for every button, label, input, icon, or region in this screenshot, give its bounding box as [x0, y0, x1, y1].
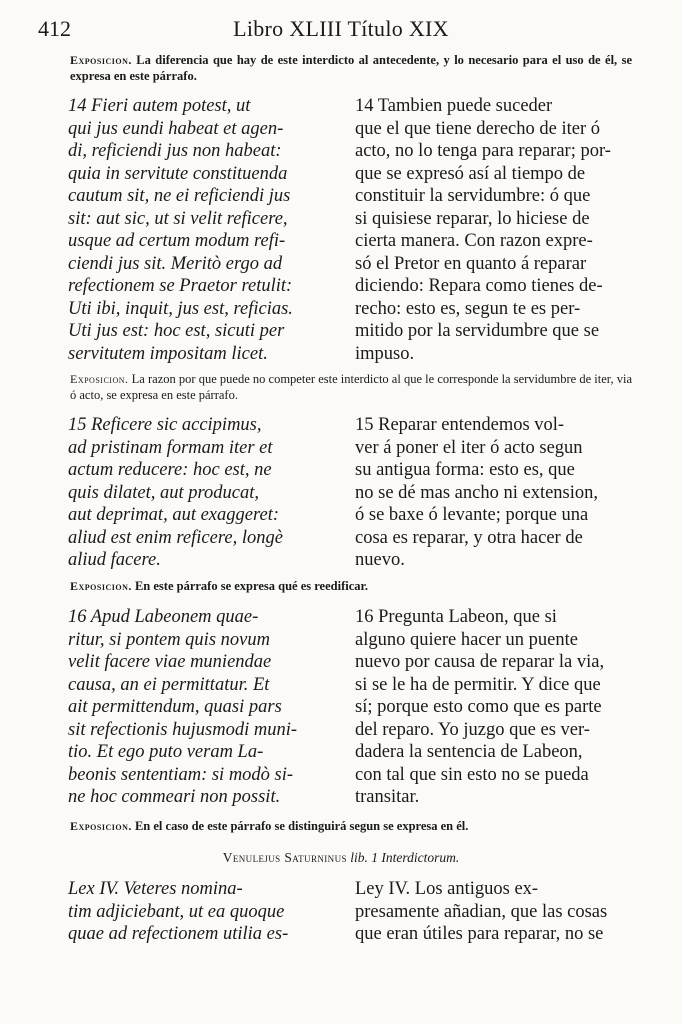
text-line: Lex IV. Veteres nomina-	[68, 879, 243, 899]
text-line: quis dilatet, aut producat,	[68, 482, 259, 503]
text-line: só el Pretor en quanto á reparar	[355, 253, 587, 274]
latin-text	[68, 95, 338, 365]
exposition-note	[70, 818, 632, 834]
text-line: con tal que sin esto no se pueda	[355, 764, 589, 785]
page-header	[38, 14, 644, 48]
text-line: su antigua forma: esto es, que	[355, 460, 575, 480]
text-line: impuso.	[355, 343, 415, 364]
text-line: sit: aut sic, ut si velit reficere,	[68, 208, 288, 229]
text-line: velit facere viae muniendae	[68, 652, 272, 672]
text-line: no se dé mas ancho ni extension,	[355, 482, 599, 503]
text-line: ad pristinam formam iter et	[68, 437, 273, 458]
text-line: causa, an ei permittatur. Et	[68, 674, 270, 695]
text-line: actum reducere: hoc est, ne	[68, 460, 272, 480]
exposition-text: En este párrafo se expresa qué es reedificar.	[134, 579, 369, 593]
spanish-text	[355, 95, 632, 365]
text-line: ait permittendum, quasi pars	[68, 697, 282, 717]
text-line: aliud facere.	[68, 550, 161, 570]
text-line: 16 Apud Labeonem quae-	[68, 607, 259, 627]
spanish-text	[355, 878, 632, 946]
exposition-note	[70, 52, 632, 84]
text-line: tim adjiciebant, ut ea quoque	[68, 901, 285, 922]
text-line: 14 Tambien puede suceder	[355, 96, 553, 116]
running-head: Libro XLIII Título XIX	[233, 16, 449, 41]
exposition-note	[70, 371, 632, 403]
text-line: dadera la sentencia de Labeon,	[355, 742, 583, 762]
exposition-text: En el caso de este párrafo se distinguirá segun se expresa en él.	[134, 819, 469, 833]
latin-text	[68, 878, 338, 946]
text-line: recho: esto es, segun te es per-	[355, 298, 581, 319]
text-line: 15 Reparar entendemos vol-	[355, 415, 565, 435]
text-line: si quisiese reparar, lo hiciese de	[355, 208, 590, 229]
exposition-note	[70, 578, 632, 594]
exposition-text: La diferencia que hay de este interdicto al antecedente, y lo necesario para el uso de él, se expresa en este párrafo.	[70, 53, 633, 83]
exposition-label: Exposicion.	[70, 53, 132, 67]
exposition-text: La razon por que puede no competer este interdicto al que le corresponde la servidumbre de iter, via ó acto, se expresa en este párrafo.	[70, 372, 632, 402]
text-line: nuevo.	[355, 550, 405, 570]
text-line: aliud est enim reficere, longè	[68, 527, 283, 548]
text-line: que el que tiene derecho de iter ó	[355, 118, 601, 139]
text-line: acto, no lo tenga para reparar; por-	[355, 141, 611, 161]
text-line: aut deprimat, aut exaggeret:	[68, 505, 279, 525]
source-reference: lib. 1 Interdictorum.	[350, 850, 460, 865]
text-line: diciendo: Repara como tienes de-	[355, 276, 603, 296]
text-line: si se le ha de permitir. Y dice que	[355, 674, 601, 695]
text-line: 16 Pregunta Labeon, que si	[355, 607, 557, 627]
text-line: Uti ibi, inquit, jus est, reficias.	[68, 298, 293, 319]
text-line: ver á poner el iter ó acto segun	[355, 437, 583, 458]
text-line: quia in servitute constituenda	[68, 163, 288, 184]
text-line: alguno quiere hacer un puente	[355, 629, 578, 650]
author-name: Venulejus Saturninus	[222, 850, 347, 865]
text-line: refectionem se Praetor retulit:	[68, 276, 293, 296]
text-line: presamente añadian, que las cosas	[355, 901, 608, 922]
text-line: que eran útiles para reparar, no se	[355, 924, 604, 944]
text-line: cierta manera. Con razon expre-	[355, 231, 593, 251]
text-line: qui jus eundi habeat et agen-	[68, 118, 284, 139]
latin-text	[68, 414, 338, 572]
source-attribution	[0, 850, 682, 866]
text-line: del reparo. Yo juzgo que es ver-	[355, 719, 590, 740]
text-line: sit refectionis hujusmodi muni-	[68, 719, 298, 740]
text-line: tio. Et ego puto veram La-	[68, 742, 264, 762]
exposition-label: Exposicion.	[70, 819, 132, 833]
text-line: di, reficiendi jus non habeat:	[68, 141, 282, 161]
text-line: ritur, si pontem quis novum	[68, 629, 270, 650]
spanish-text	[355, 606, 632, 809]
page-number: 412	[38, 16, 71, 41]
text-line: quae ad refectionem utilia es-	[68, 924, 289, 944]
latin-text	[68, 606, 338, 809]
text-line: beonis sententiam: si modò si-	[68, 764, 294, 785]
text-line: 14 Fieri autem potest, ut	[68, 96, 251, 116]
text-line: transitar.	[355, 787, 420, 807]
text-line: mitido por la servidumbre que se	[355, 321, 600, 341]
text-line: cautum sit, ne ei reficiendi jus	[68, 186, 291, 206]
text-line: ciendi jus sit. Meritò ergo ad	[68, 253, 283, 274]
text-line: usque ad certum modum refi-	[68, 231, 286, 251]
text-line: Ley IV. Los antiguos ex-	[355, 879, 539, 899]
text-line: ne hoc commeari non possit.	[68, 787, 281, 807]
text-line: 15 Reficere sic accipimus,	[68, 415, 262, 435]
text-line: servitutem impositam licet.	[68, 343, 268, 364]
text-line: que se expresó así al tiempo de	[355, 163, 586, 184]
text-line: ó se baxe ó levante; porque una	[355, 505, 589, 525]
text-line: cosa es reparar, y otra hacer de	[355, 527, 583, 548]
exposition-label: Exposicion.	[70, 579, 132, 593]
text-line: nuevo por causa de reparar la via,	[355, 652, 605, 672]
text-line: Uti jus est: hoc est, sicuti per	[68, 321, 285, 341]
text-line: sí; porque esto como que es parte	[355, 697, 602, 717]
text-line: constituir la servidumbre: ó que	[355, 186, 591, 206]
exposition-label: Exposicion.	[70, 372, 129, 386]
spanish-text	[355, 414, 632, 572]
